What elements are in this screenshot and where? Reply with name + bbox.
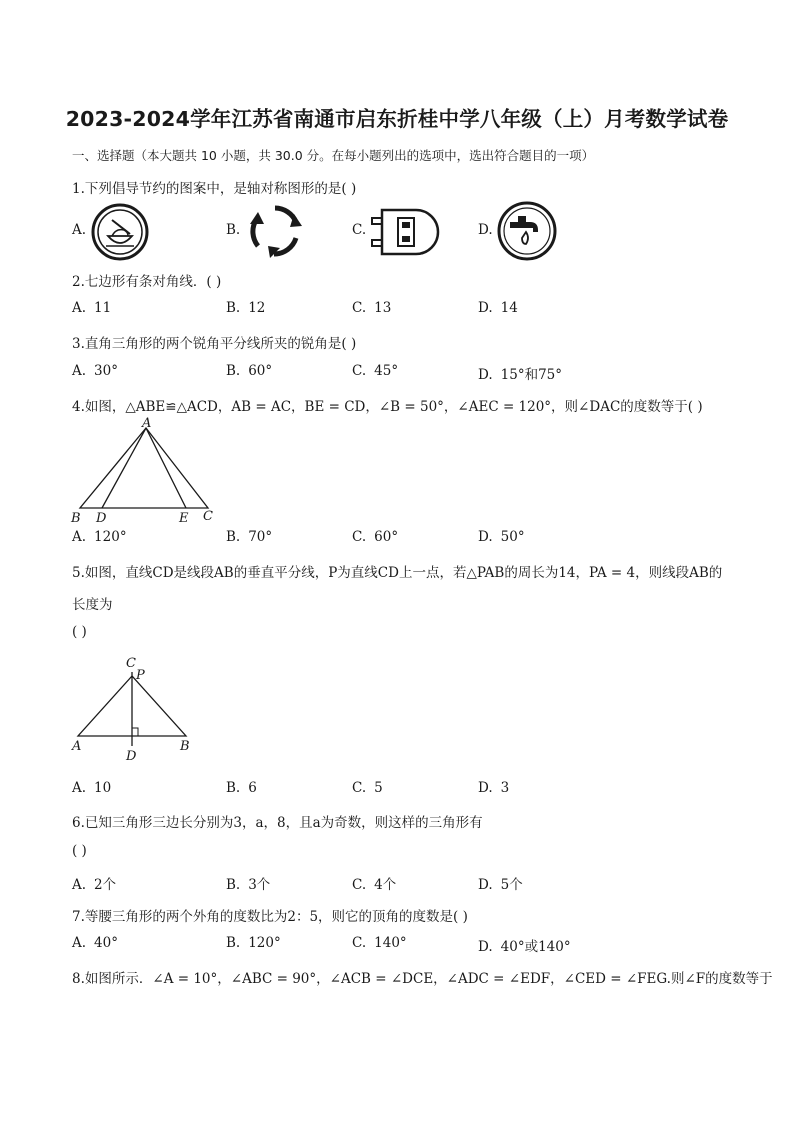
option-d[interactable] xyxy=(478,529,525,545)
recycle-arrows-icon xyxy=(244,200,306,262)
vertex-label-e: E xyxy=(179,511,189,526)
option-value: 120° xyxy=(248,935,281,951)
option-c[interactable] xyxy=(352,935,407,951)
point-label-b: B xyxy=(180,739,190,754)
option-value: 11 xyxy=(94,300,112,316)
question-2-stem: 2.七边形有条对角线．( ) xyxy=(72,274,222,290)
option-value: 45° xyxy=(374,363,399,379)
option-label: A. xyxy=(72,780,87,796)
question-4-figure xyxy=(68,414,228,524)
option-a[interactable] xyxy=(72,363,118,379)
option-label: C. xyxy=(352,877,367,893)
option-value: 2个 xyxy=(94,877,117,893)
option-value: 12 xyxy=(248,300,266,316)
vertex-label-b: B xyxy=(71,511,81,526)
vertex-label-a: A xyxy=(142,416,152,431)
option-value: 3 xyxy=(500,780,510,796)
question-5-answer-paren: ( ) xyxy=(72,624,87,640)
option-c[interactable] xyxy=(352,780,383,796)
option-a[interactable] xyxy=(72,935,118,951)
vertex-label-d: D xyxy=(96,511,107,526)
option-b[interactable] xyxy=(226,935,281,951)
option-d[interactable] xyxy=(478,780,509,796)
option-a[interactable] xyxy=(72,780,111,796)
question-7-stem: 7.等腰三角形的两个外角的度数比为2：5，则它的顶角的度数是( ) xyxy=(72,909,468,925)
question-4-options xyxy=(72,529,722,549)
right-angle-mark xyxy=(132,728,138,736)
option-label: C. xyxy=(352,780,367,796)
option-b[interactable] xyxy=(226,780,257,796)
option-label: A. xyxy=(72,935,87,951)
section-heading: 一、选择题（本大题共 10 小题，共 30.0 分。在每小题列出的选项中，选出符合题目的一项） xyxy=(72,148,595,163)
plug-socket-icon xyxy=(368,204,450,260)
option-label: B. xyxy=(226,935,241,951)
option-label: B. xyxy=(226,877,241,893)
question-3-stem: 3.直角三角形的两个锐角平分线所夹的锐角是( ) xyxy=(72,336,357,352)
option-label: B. xyxy=(226,300,241,316)
question-6-stem: 6.已知三角形三边长分别为3，a，8，且a为奇数，则这样的三角形有 xyxy=(72,815,483,831)
option-value: 5 xyxy=(374,780,383,796)
option-value: 60° xyxy=(374,529,399,545)
question-1-stem: 1.下列倡导节约的图案中，是轴对称图形的是( ) xyxy=(72,181,357,197)
option-value: 13 xyxy=(374,300,392,316)
option-b[interactable] xyxy=(226,300,265,316)
question-2-options xyxy=(72,300,722,320)
option-value: 6 xyxy=(248,780,257,796)
option-value: 5个 xyxy=(500,877,523,893)
option-value: 140° xyxy=(374,935,407,951)
question-6-options xyxy=(72,873,722,893)
option-a[interactable] xyxy=(72,873,116,893)
option-label: A. xyxy=(72,363,87,379)
option-d[interactable] xyxy=(478,935,571,955)
question-5-stem-continued: 长度为 xyxy=(72,597,113,613)
question-4-stem: 4.如图，△ABE≌△ACD，AB = AC，BE = CD，∠B = 50°，∠AEC = 120°，则∠DAC的度数等于( ) xyxy=(72,399,703,415)
segment-ad xyxy=(102,428,146,508)
option-label: A. xyxy=(72,877,87,893)
option-value: 40°或140° xyxy=(500,939,571,955)
option-label: D. xyxy=(478,367,493,383)
option-label: B. xyxy=(226,780,241,796)
question-5-stem: 5.如图，直线CD是线段AB的垂直平分线，P为直线CD上一点，若△PAB的周长为14，PA = 4，则线段AB的 xyxy=(72,565,723,581)
option-value: 50° xyxy=(500,529,525,545)
option-value: 120° xyxy=(94,529,127,545)
question-6-answer-paren: ( ) xyxy=(72,843,87,859)
option-label: D. xyxy=(478,780,493,796)
option-c[interactable] xyxy=(352,873,396,893)
question-8-stem: 8.如图所示．∠A = 10°，∠ABC = 90°，∠ACB = ∠DCE，∠ADC = ∠EDF，∠CED = ∠FEG.则∠F的度数等于 xyxy=(72,971,773,987)
segment-ae xyxy=(146,428,186,508)
option-label: C. xyxy=(352,363,367,379)
option-label: A. xyxy=(72,529,87,545)
point-label-d: D xyxy=(126,749,137,764)
option-label: C. xyxy=(352,300,367,316)
option-label: D. xyxy=(478,300,493,316)
option-a[interactable] xyxy=(72,529,127,545)
option-value: 15°和75° xyxy=(500,367,562,383)
question-5-figure xyxy=(70,652,200,764)
option-d[interactable] xyxy=(478,300,518,316)
option-value: 70° xyxy=(248,529,273,545)
option-value: 4个 xyxy=(374,877,397,893)
option-b[interactable] xyxy=(226,363,272,379)
point-label-p: P xyxy=(136,668,145,683)
option-value: 40° xyxy=(94,935,118,951)
thrift-bowl-icon xyxy=(90,202,150,262)
question-7-options xyxy=(72,935,722,955)
option-c[interactable] xyxy=(352,529,398,545)
option-label: B. xyxy=(226,529,241,545)
option-label: B. xyxy=(226,363,241,379)
option-d[interactable] xyxy=(478,873,523,893)
option-b[interactable]: B. xyxy=(226,222,241,238)
option-b[interactable] xyxy=(226,529,272,545)
option-c[interactable]: C. xyxy=(352,222,367,238)
point-label-c: C xyxy=(126,656,136,671)
option-value: 14 xyxy=(500,300,518,316)
vertex-label-c: C xyxy=(203,509,213,524)
faucet-drop-icon xyxy=(496,200,558,262)
option-label: C. xyxy=(352,935,367,951)
option-d[interactable]: D. xyxy=(478,222,493,238)
point-label-a: A xyxy=(72,739,82,754)
option-value: 10 xyxy=(94,780,112,796)
question-3-options xyxy=(72,363,722,383)
triangle-abc xyxy=(80,428,208,508)
option-b[interactable] xyxy=(226,873,270,893)
option-label: C. xyxy=(352,529,367,545)
option-a[interactable]: A. xyxy=(72,222,87,238)
option-d[interactable] xyxy=(478,363,562,383)
option-c[interactable] xyxy=(352,363,398,379)
option-label: D. xyxy=(478,939,493,955)
question-5-options xyxy=(72,780,722,800)
option-label: D. xyxy=(478,529,493,545)
option-value: 3个 xyxy=(248,877,271,893)
exam-title: 2023-2024学年江苏省南通市启东折桂中学八年级（上）月考数学试卷 xyxy=(65,107,729,131)
option-c[interactable] xyxy=(352,300,391,316)
option-label: A. xyxy=(72,300,87,316)
option-value: 60° xyxy=(248,363,273,379)
option-value: 30° xyxy=(94,363,118,379)
option-a[interactable] xyxy=(72,300,111,316)
option-label: D. xyxy=(478,877,493,893)
